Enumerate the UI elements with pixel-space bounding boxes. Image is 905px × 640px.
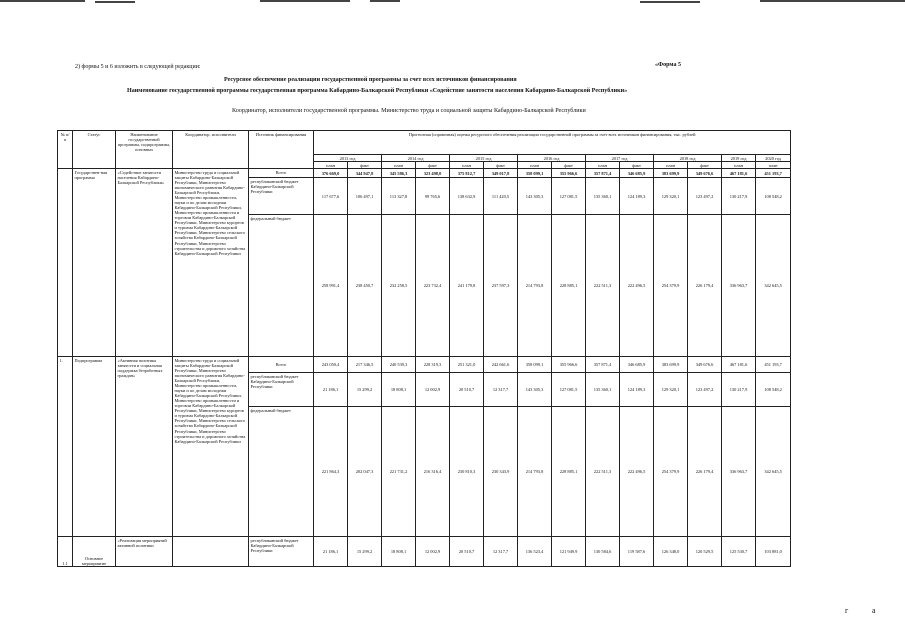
value-cell: 127 081,5 [552,178,586,215]
value-cell: 254 379,9 [654,407,688,537]
value-cell: 240 539,3 [382,357,416,373]
margin-mark: а [872,606,876,615]
value-cell: 222 511,3 [586,407,620,537]
value-cell: 111 420,5 [484,178,518,215]
value-cell: 20 510,7 [450,373,484,407]
year-header: 2017 год [586,155,654,162]
value-cell: 349 676,6 [688,357,722,373]
value-cell: 216 316,4 [416,407,450,537]
value-cell: 99 765,6 [416,178,450,215]
value-cell: 242 661,6 [484,357,518,373]
value-cell: 342 645,5 [756,407,791,537]
source-label: Всего [249,357,314,373]
col-header-num: № п/п [58,131,73,169]
source-label: федеральный бюджет [249,407,314,537]
value-cell: 124 189,3 [620,178,654,215]
value-cell: 451 193,7 [756,169,791,178]
col-header-coordinator: Координатор, исполнители [173,131,249,169]
value-cell: 12 317,7 [484,373,518,407]
fact-header: факт [348,162,382,169]
value-cell: 358 099,1 [518,169,552,178]
value-cell: 243 050,4 [314,357,348,373]
value-cell: 241 179,8 [450,215,484,357]
row-status: Подпрограмма [73,357,116,537]
table-row [58,537,791,567]
source-label: республиканский бюджет Кабардино-Балкарской Республики [249,373,314,407]
document-title: Ресурсное обеспечение реализации государственной программы за счет всех источников финансирования [224,77,517,83]
table-row [58,169,791,178]
value-cell: 349 676,6 [688,169,722,178]
value-cell: 126 348,0 [654,537,688,567]
fact-header: факт [552,162,586,169]
value-cell: 119 587,6 [620,537,654,567]
value-cell: 12 317,7 [484,537,518,567]
value-cell: 130 217,9 [722,178,756,215]
fact-header: факт [620,162,654,169]
value-cell: 123 497,2 [688,373,722,407]
value-cell: 103 881,0 [756,537,791,567]
table-row [58,357,791,373]
value-cell: 226 179,4 [688,407,722,537]
value-cell: 106 497,1 [348,178,382,215]
value-cell: 222 496,5 [620,407,654,537]
value-cell: 383 699,9 [654,357,688,373]
row-name: «Содействие занятости населения Кабардино-Балкарской Республики» [116,169,173,357]
fact-header: факт [416,162,450,169]
value-cell: 135 360,1 [586,178,620,215]
source-label: федеральный бюджет [249,215,314,357]
value-cell: 345 586,3 [382,169,416,178]
value-cell: 375 812,7 [450,169,484,178]
value-cell: 123 497,2 [688,178,722,215]
intro-text: 2) формы 5 и 6 изложить в следующей редакции: [75,64,201,70]
value-cell: 344 947,8 [348,169,382,178]
value-cell: 221 864,3 [314,407,348,537]
resource-table [57,130,791,567]
col-header-source: Источник финансирования [249,131,314,169]
value-cell: 254 379,9 [654,215,688,357]
value-cell: 108 548,2 [756,178,791,215]
plan-header: план [756,162,791,169]
col-header-forecast: Прогнозная (справочная) оценка ресурсного обеспечения реализации государственной программы за счет всех источников финансирования, тыс. рублей [314,131,791,155]
value-cell: 143 305,3 [518,373,552,407]
value-cell: 136 523,4 [518,537,552,567]
row-coordinator: Министерство труда и социальной защиты Кабардино-Балкарской Республики, Министерство экономического развития Кабардино-Балкарской Республики, Министерство промышленности, науки и по делам молодежи Кабардино-Балкарской Республики, Министерство промышленности и торговли Кабардино-Балкарской Республики, Министерство курортов и туризма Кабардино-Балкарской Республики, Министерство сельского хозяйства Кабардино-Балкарской Республики, Министерство строительства и дорожного хозяйства Кабардино-Балкарской Республики [173,169,249,357]
row-num: 1.1 [58,537,73,567]
value-cell: 451 193,7 [756,357,791,373]
value-cell: 228 885,1 [552,407,586,537]
row-name: «Реализация мероприятий активной политики [116,537,173,567]
value-cell: 135 360,1 [586,373,620,407]
value-cell: 238 450,7 [348,215,382,357]
plan-header: план [722,162,756,169]
value-cell: 124 189,3 [620,373,654,407]
value-cell: 323 498,0 [416,169,450,178]
value-cell: 258 991,4 [314,215,348,357]
value-cell: 12 002,9 [416,537,450,567]
value-cell: 18 808,1 [382,537,416,567]
plan-header: план [450,162,484,169]
value-cell: 222 496,5 [620,215,654,357]
margin-mark: г [845,606,849,615]
value-cell: 226 179,4 [688,215,722,357]
value-cell: 18 808,1 [382,373,416,407]
row-name: «Активная политика занятости и социальная поддержка безработных граждан» [116,357,173,537]
col-header-name: Наименование государственной программы, подпрограммы, основных [116,131,173,169]
value-cell: 15 299,2 [348,373,382,407]
value-cell: 336 963,7 [722,215,756,357]
year-header: 2018 год [654,155,722,162]
value-cell: 12 002,9 [416,373,450,407]
value-cell: 143 305,3 [518,178,552,215]
value-cell: 117 677,6 [314,178,348,215]
value-cell: 230 343,9 [484,407,518,537]
form-label: «Форма 5 [655,62,681,68]
value-cell: 358 099,1 [518,357,552,373]
value-cell: 129 320,1 [654,373,688,407]
value-cell: 232 258,5 [382,215,416,357]
source-label: республиканский бюджет Кабардино-Балкарской Республики [249,537,314,567]
coordinator-line: Координатор, исполнители государственной программы. Министерство труда и социальной защиты Кабардино-Балкарской Республики [232,108,586,114]
value-cell: 15 299,2 [348,537,382,567]
value-cell: 357 871,4 [586,169,620,178]
value-cell: 342 645,5 [756,215,791,357]
value-cell: 202 047,3 [348,407,382,537]
value-cell: 228 319,3 [416,357,450,373]
row-coordinator: Министерство труда и социальной защиты Кабардино-Балкарской Республики, Министерство экономического развития Кабардино-Балкарской Республики, Министерство промышленности, науки и по делам молодежи Кабардино-Балкарской Республики, Министерство промышленности и торговли Кабардино-Балкарской Республики, Министерство курортов и туризма Кабардино-Балкарской Республики, Министерство сельского хозяйства Кабардино-Балкарской Республики, Министерство строительства и дорожного хозяйства Кабардино-Балкарской Республики [173,357,249,537]
col-header-status: Статус [73,131,116,169]
value-cell: 125 530,7 [722,537,756,567]
value-cell: 467 181,6 [722,357,756,373]
value-cell: 138 632,9 [450,178,484,215]
value-cell: 108 548,2 [756,373,791,407]
source-label: республиканский бюджет Кабардино-Балкарской Республики [249,178,314,215]
value-cell: 130 217,9 [722,373,756,407]
plan-header: план [314,162,348,169]
value-cell: 230 810,3 [450,407,484,537]
year-header: 2019 год [722,155,756,162]
value-cell: 121 949,9 [552,537,586,567]
value-cell: 20 510,7 [450,537,484,567]
year-header: 2013 год [314,155,382,162]
value-cell: 120 529,5 [688,537,722,567]
value-cell: 349 017,8 [484,169,518,178]
value-cell: 346 685,9 [620,357,654,373]
plan-header: план [586,162,620,169]
row-status: Основное мероприятие [73,537,116,567]
value-cell: 237 597,3 [484,215,518,357]
row-status: Государствен-ная программа [73,169,116,357]
value-cell: 221 731,2 [382,407,416,537]
plan-header: план [382,162,416,169]
value-cell: 127 081,5 [552,373,586,407]
year-header: 2020 год [756,155,791,162]
value-cell: 251 321,0 [450,357,484,373]
source-label: Всего [249,169,314,178]
fact-header: факт [688,162,722,169]
value-cell: 113 327,8 [382,178,416,215]
year-header: 2015 год [450,155,518,162]
plan-header: план [518,162,552,169]
value-cell: 228 885,1 [552,215,586,357]
value-cell: 383 699,9 [654,169,688,178]
value-cell: 357 871,4 [586,357,620,373]
value-cell: 222 511,3 [586,215,620,357]
value-cell: 376 669,0 [314,169,348,178]
row-num [58,169,73,357]
value-cell: 214 793,8 [518,407,552,537]
value-cell: 21 186,1 [314,373,348,407]
year-header: 2014 год [382,155,450,162]
row-num: 1. [58,357,73,537]
value-cell: 130 584,6 [586,537,620,567]
value-cell: 217 346,5 [348,357,382,373]
fact-header: факт [484,162,518,169]
value-cell: 223 732,4 [416,215,450,357]
value-cell: 214 793,8 [518,215,552,357]
value-cell: 346 685,9 [620,169,654,178]
program-name: Наименование государственной программы государственная программа Кабардино-Балкарской Республики «Содействие занятости населения Кабардино-Балкарской Республики» [127,88,628,94]
value-cell: 129 320,1 [654,178,688,215]
value-cell: 336 963,7 [722,407,756,537]
plan-header: план [654,162,688,169]
row-coordinator [173,537,249,567]
value-cell: 467 181,6 [722,169,756,178]
value-cell: 355 966,6 [552,169,586,178]
year-header: 2016 год [518,155,586,162]
value-cell: 21 186,1 [314,537,348,567]
value-cell: 355 966,6 [552,357,586,373]
